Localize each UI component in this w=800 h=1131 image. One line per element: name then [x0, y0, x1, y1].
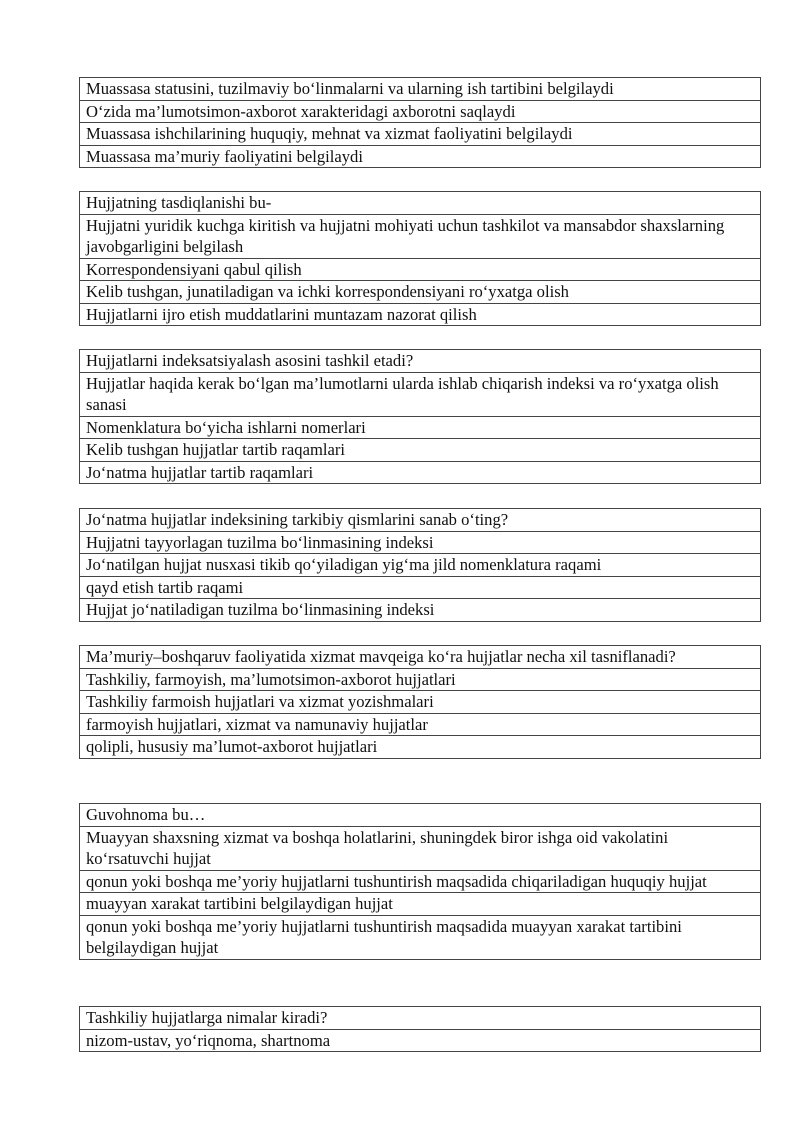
- table-row: [80, 439, 761, 462]
- question-cell: Hujjatning tasdiqlanishi bu-: [80, 192, 761, 215]
- option-cell: qolipli, hususiy ma’lumot-axborot hujjatlari: [80, 736, 761, 759]
- table-row: [80, 145, 761, 168]
- table-row: [80, 214, 761, 258]
- option-cell: Tashkiliy farmoish hujjatlari va xizmat yozishmalari: [80, 691, 761, 714]
- table-row: [80, 281, 761, 304]
- option-cell: Tashkiliy, farmoyish, ma’lumotsimon-axborot hujjatlari: [80, 668, 761, 691]
- option-cell: qonun yoki boshqa me’yoriy hujjatlarni tushuntirish maqsadida muayyan xarakat tartibini belgilaydigan hujjat: [80, 915, 761, 959]
- question-table-5: [79, 645, 761, 759]
- option-cell: Korrespondensiyani qabul qilish: [80, 258, 761, 281]
- question-cell: Jo‘natma hujjatlar indeksining tarkibiy qismlarini sanab o‘ting?: [80, 509, 761, 532]
- table-row: [80, 1029, 761, 1052]
- option-cell: Muayyan shaxsning xizmat va boshqa holatlarini, shuningdek biror ishga oid vakolatini ko‘rsatuvchi hujjat: [80, 826, 761, 870]
- table-row: [80, 100, 761, 123]
- option-cell: Nomenklatura bo‘yicha ishlarni nomerlari: [80, 416, 761, 439]
- option-cell: Muassasa ma’muriy faoliyatini belgilaydi: [80, 145, 761, 168]
- table-row: [80, 576, 761, 599]
- table-row: [80, 893, 761, 916]
- question-table-7: [79, 1006, 761, 1052]
- option-cell: qonun yoki boshqa me’yoriy hujjatlarni tushuntirish maqsadida chiqariladigan huquqiy hujjat: [80, 870, 761, 893]
- option-cell: Hujjatlarni ijro etish muddatlarini muntazam nazorat qilish: [80, 303, 761, 326]
- table-row: [80, 416, 761, 439]
- question-cell: Guvohnoma bu…: [80, 804, 761, 827]
- table-row: [80, 192, 761, 215]
- table-row: [80, 599, 761, 622]
- table-row: [80, 736, 761, 759]
- option-cell: qayd etish tartib raqami: [80, 576, 761, 599]
- table-row: [80, 350, 761, 373]
- question-table-3: [79, 349, 761, 484]
- table-row: [80, 258, 761, 281]
- table-row: [80, 646, 761, 669]
- table-row: [80, 509, 761, 532]
- option-cell: Jo‘natilgan hujjat nusxasi tikib qo‘yiladigan yig‘ma jild nomenklatura raqami: [80, 554, 761, 577]
- question-cell: Ma’muriy–boshqaruv faoliyatida xizmat mavqeiga ko‘ra hujjatlar necha xil tasniflanadi?: [80, 646, 761, 669]
- question-table-4: [79, 508, 761, 622]
- option-cell: Hujjatni tayyorlagan tuzilma bo‘linmasining indeksi: [80, 531, 761, 554]
- option-cell: O‘zida ma’lumotsimon-axborot xarakteridagi axborotni saqlaydi: [80, 100, 761, 123]
- table-row: [80, 78, 761, 101]
- question-cell: Tashkiliy hujjatlarga nimalar kiradi?: [80, 1007, 761, 1030]
- table-row: [80, 303, 761, 326]
- table-row: [80, 461, 761, 484]
- option-cell: Hujjatni yuridik kuchga kiritish va hujjatni mohiyati uchun tashkilot va mansabdor shaxslarning javobgarligini belgilash: [80, 214, 761, 258]
- question-table-1: [79, 77, 761, 168]
- table-row: [80, 713, 761, 736]
- table-row: [80, 691, 761, 714]
- table-row: [80, 826, 761, 870]
- question-table-6: [79, 803, 761, 960]
- option-cell: Kelib tushgan hujjatlar tartib raqamlari: [80, 439, 761, 462]
- table-row: [80, 915, 761, 959]
- table-row: [80, 531, 761, 554]
- table-row: [80, 870, 761, 893]
- option-cell: farmoyish hujjatlari, xizmat va namunaviy hujjatlar: [80, 713, 761, 736]
- option-cell: Muassasa statusini, tuzilmaviy bo‘linmalarni va ularning ish tartibini belgilaydi: [80, 78, 761, 101]
- option-cell: Hujjatlar haqida kerak bo‘lgan ma’lumotlarni ularda ishlab chiqarish indeksi va ro‘yxatga olish sanasi: [80, 372, 761, 416]
- option-cell: Jo‘natma hujjatlar tartib raqamlari: [80, 461, 761, 484]
- table-row: [80, 554, 761, 577]
- table-row: [80, 372, 761, 416]
- table-row: [80, 123, 761, 146]
- option-cell: Hujjat jo‘natiladigan tuzilma bo‘linmasining indeksi: [80, 599, 761, 622]
- table-row: [80, 668, 761, 691]
- question-table-2: [79, 191, 761, 326]
- table-row: [80, 804, 761, 827]
- question-cell: Hujjatlarni indeksatsiyalash asosini tashkil etadi?: [80, 350, 761, 373]
- option-cell: muayyan xarakat tartibini belgilaydigan hujjat: [80, 893, 761, 916]
- option-cell: nizom-ustav, yo‘riqnoma, shartnoma: [80, 1029, 761, 1052]
- option-cell: Kelib tushgan, junatiladigan va ichki korrespondensiyani ro‘yxatga olish: [80, 281, 761, 304]
- table-row: [80, 1007, 761, 1030]
- option-cell: Muassasa ishchilarining huquqiy, mehnat va xizmat faoliyatini belgilaydi: [80, 123, 761, 146]
